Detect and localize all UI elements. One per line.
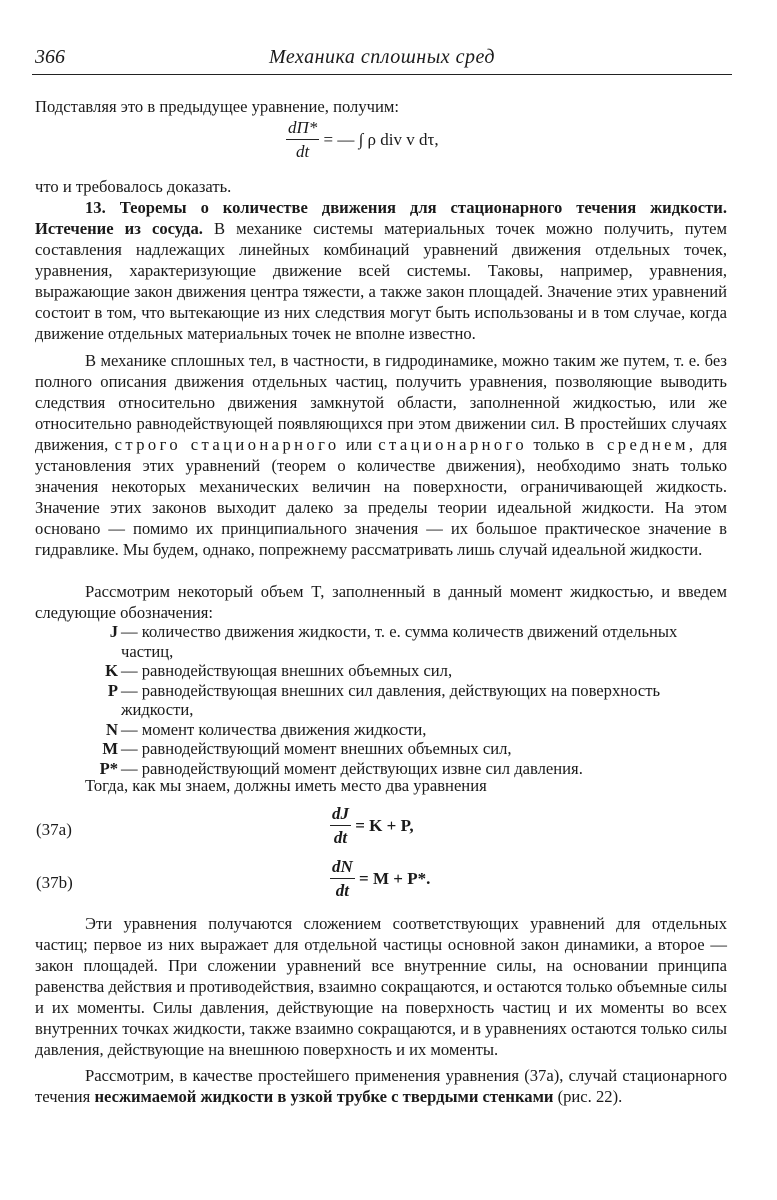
- definition-text: — количество движения жидкости, т. е. сумма количеств движений отдельных частиц,: [121, 622, 678, 661]
- definition-text: — равнодействующая внешних объемных сил,: [121, 661, 453, 680]
- equation-37a: [330, 804, 414, 848]
- equation-label: (37b): [36, 873, 73, 892]
- definition-text: — момент количества движения жидкости,: [121, 719, 427, 739]
- definition-item: [82, 739, 727, 759]
- proved-line: что и требовалось доказать.: [35, 177, 232, 196]
- paragraph-hydrodynamics: [35, 350, 727, 560]
- equation-37b: [330, 857, 430, 901]
- fraction-denominator: dt: [296, 142, 310, 161]
- definition-item: [82, 661, 727, 681]
- text-run: В механике сплошных тел, в частности, в гидродинамике, можно таким же путем, т. е. без полного описания движения отдельных частиц, получить уравнения, позволяющие выводить следствия относительно движения замкнутой области, заполненной жидкостью, или же относительно равнодействующей появляющихся при этом движении сил. В простейших случаях движения,: [35, 351, 727, 454]
- section-title: Теоремы о количестве движения для стационарного течения жидкости. Истечение из сосуда.: [35, 198, 727, 238]
- paragraph-two-equations: Тогда, как мы знаем, должны иметь место два уравнения: [85, 776, 487, 795]
- fraction-numerator: dJ: [330, 804, 351, 826]
- paragraph-application: [35, 1065, 727, 1107]
- spaced-text: стационарного: [378, 435, 528, 454]
- equation-rhs: = K + P,: [355, 816, 414, 835]
- definition-symbol: P*: [99, 758, 118, 778]
- definition-symbol: J: [109, 622, 118, 641]
- fraction: [330, 857, 355, 901]
- definition-item: [82, 622, 727, 661]
- section-number: 13.: [85, 198, 106, 217]
- definition-symbol: P: [107, 680, 118, 700]
- page-number: 366: [35, 46, 65, 68]
- formula-rhs: = — ∫ ρ div v dτ,: [323, 130, 439, 149]
- definition-symbol: K: [105, 661, 118, 680]
- definition-text: — равнодействующий момент внешних объемных сил,: [121, 739, 512, 758]
- running-header: [32, 44, 732, 75]
- intro-line: Подставляя это в предыдущее уравнение, получим:: [35, 97, 399, 116]
- text-run: для установления этих уравнений (теорем о количестве движения), необходимо знать только значения некоторых механических величин на поверхности, ограничивающей жидкость. Значение этих законов выходит далеко за пределы теории идеальной жидкости. На этом основано — помимо их принципиального значения — их большое практическое значение в гидравлике. Мы будем, однако, попрежнему рассматривать лишь случай идеальной жидкости.: [35, 435, 728, 559]
- running-title: Механика сплошных сред: [268, 46, 496, 68]
- equation-label: (37a): [36, 820, 72, 839]
- formula-dpi-dt: [286, 118, 439, 162]
- text-run: или: [345, 435, 372, 454]
- section-text: В механике системы материальных точек можно получить, путем составления надлежащих линейных комбинаций уравнений движения отдельных точек, уравнения, характеризующие движение всей системы. Таковы, например, уравнения, выражающие закон движения центра тяжести, а также закон площадей. Значение этих уравнений состоит в том, что вытекающие из них следствия могут быть использованы и в том случае, когда движение отдельных материальных точек не вполне известно.: [35, 219, 727, 343]
- definition-symbol: M: [102, 739, 118, 758]
- text-run: только: [533, 435, 580, 454]
- definition-text: — равнодействующая внешних сил давления, действующих на поверхность жидкости,: [121, 680, 661, 719]
- equation-rhs: = M + P*.: [359, 869, 431, 888]
- definitions-list: [82, 622, 727, 778]
- fraction-numerator: dП*: [286, 118, 319, 140]
- definition-item: [82, 720, 727, 740]
- definition-text: — равнодействующий момент действующих извне сил давления.: [121, 758, 583, 778]
- section-13-paragraph: [35, 197, 727, 344]
- text-run: Рассмотрим, в качестве простейшего применения уравнения (37a), случай стационарного течения: [35, 1066, 727, 1106]
- spaced-text: в среднем,: [586, 435, 697, 454]
- definition-item: [82, 681, 727, 720]
- fraction-numerator: dN: [330, 857, 355, 879]
- paragraph-summation: Эти уравнения получаются сложением соответствующих уравнений для отдельных частиц; первое из них выражает для отдельной частицы основной закон динамики, а второе — закон площадей. При сложении уравнений все внутренние силы, на основании принципа равенства действия и противодействия, взаимно сокращаются, и остаются только объемные силы и их моменты. Силы давления, действующие на поверхность частиц и их моменты во всех внутренних точках жидкости, также взаимно сокращаются, и в уравнениях остаются только силы давления, действующие на внешнюю поверхность и их моменты.: [35, 914, 728, 1059]
- bold-text: несжимаемой жидкости в узкой трубке с твердыми стенками: [94, 1087, 554, 1106]
- text-run: (рис. 22).: [557, 1087, 623, 1106]
- spaced-text: строго стационарного: [114, 435, 340, 454]
- fraction-denominator: dt: [333, 828, 348, 847]
- fraction-denominator: dt: [335, 881, 349, 900]
- fraction: [286, 118, 319, 162]
- fraction: [330, 804, 351, 848]
- definition-symbol: N: [106, 719, 118, 739]
- paragraph-notation: Рассмотрим некоторый объем T, заполненный в данный момент жидкостью, и введем следующие обозначения:: [35, 582, 727, 622]
